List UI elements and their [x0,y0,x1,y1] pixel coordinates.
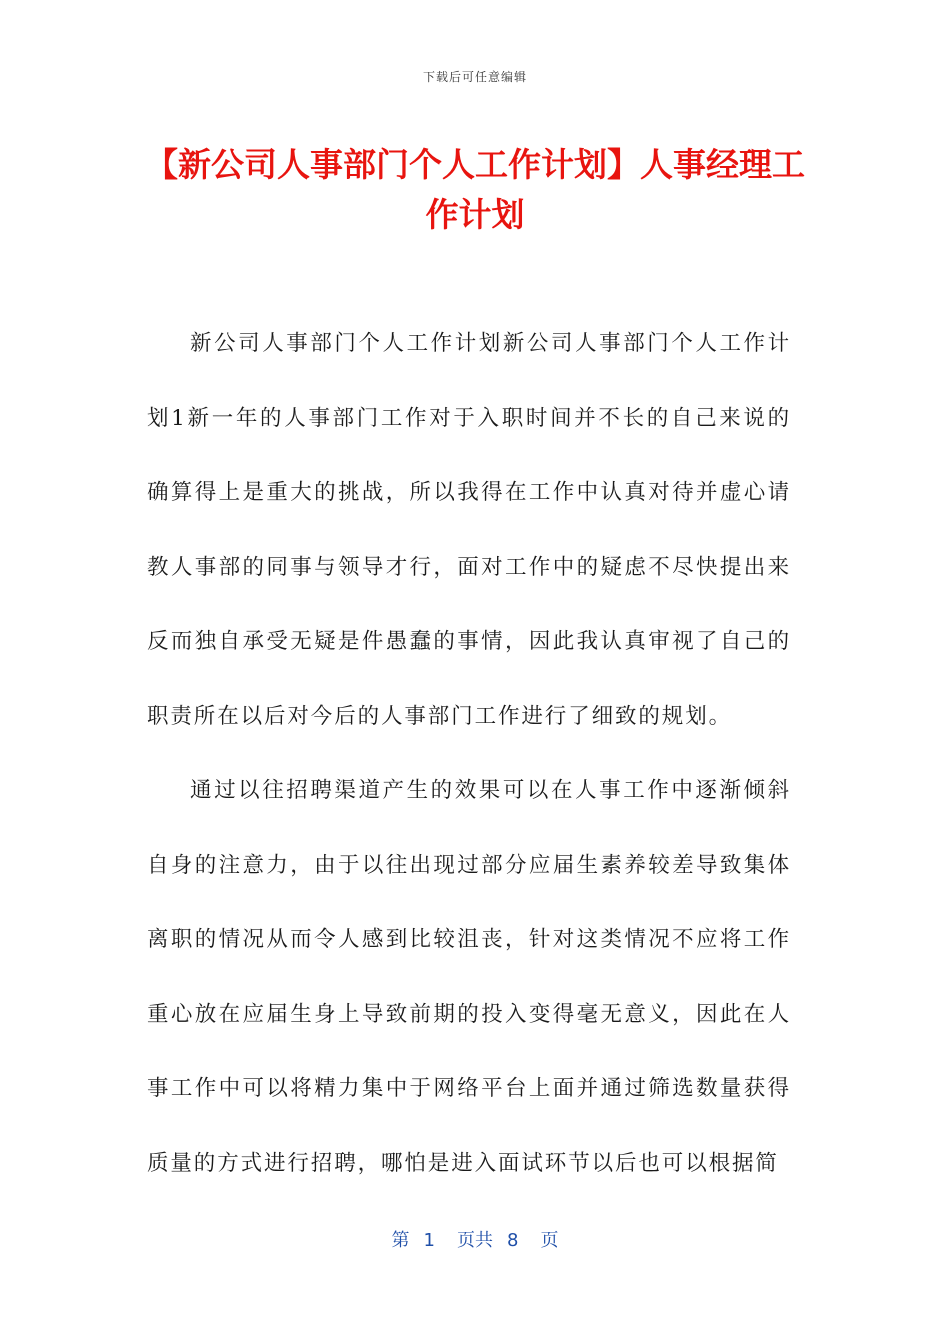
document-title: 【新公司人事部门个人工作计划】人事经理工作计划 [145,145,805,234]
paragraph-2: 通过以往招聘渠道产生的效果可以在人事工作中逐渐倾斜自身的注意力，由于以往出现过部分应届生素养较差导致集体离职的情况从而令人感到比较沮丧，针对这类情况不应将工作重心放在应届生身上导致前期的投入变得毫无意义，因此在人事工作中可以将精力集中于网络平台上面并通过筛选数量获得质量的方式进行招聘，哪怕是进入面试环节以后也可以根据简 [147,778,791,1176]
footer-prefix: 第 [391,1230,410,1251]
paragraph-1: 新公司人事部门个人工作计划新公司人事部门个人工作计划1新一年的人事部门工作对于入职时间并不长的自己来说的确算得上是重大的挑战，所以我得在工作中认真对待并虚心请教人事部的同事与领导才行，面对工作中的疑虑不尽快提出来反而独自承受无疑是件愚蠢的事情，因此我认真审视了自己的职责所在以后对今后的人事部门工作进行了细致的规划。 [147,331,791,729]
footer-middle: 页共 [457,1230,493,1251]
footer-suffix: 页 [540,1230,559,1251]
total-pages-number: 8 [507,1230,519,1251]
header-note: 下载后可任意编辑 [422,70,527,84]
current-page-number: 1 [423,1230,435,1251]
page-footer [0,1226,950,1252]
document-body [147,307,791,1201]
